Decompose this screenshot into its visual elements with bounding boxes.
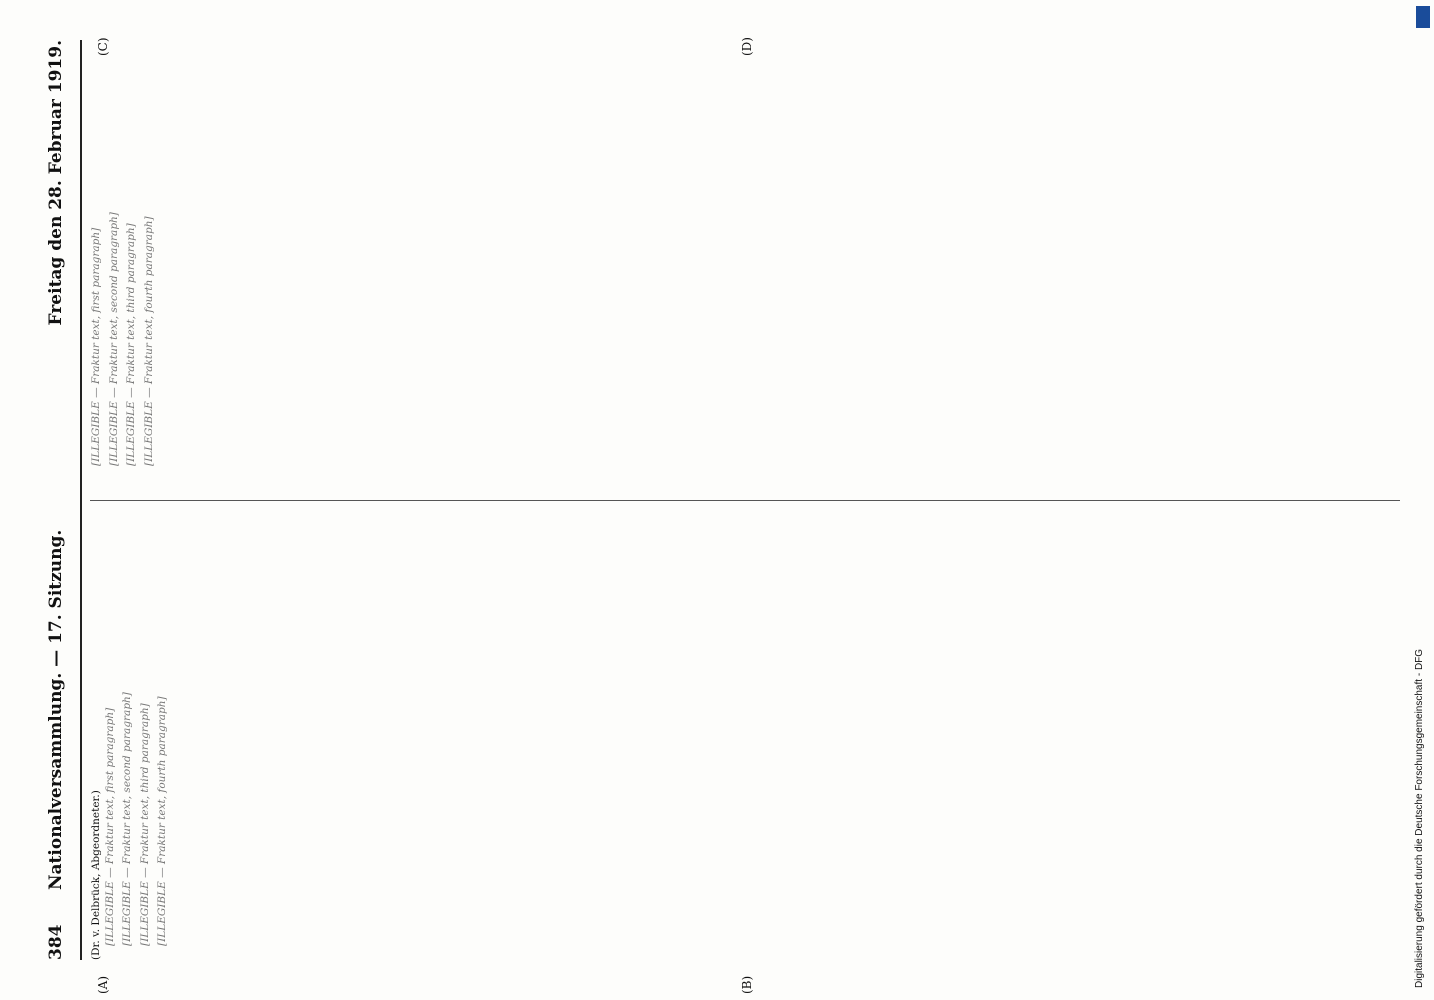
- rotated-page-content: [40, 37, 1410, 994]
- right-paragraph: [ILLEGIBLE — Fraktur text, first paragraph]: [90, 227, 102, 466]
- left-paragraph: [ILLEGIBLE — Fraktur text, first paragraph]: [103, 707, 116, 946]
- left-paragraph: [ILLEGIBLE — Fraktur text, fourth paragraph]: [156, 696, 169, 946]
- footer-note-text: Digitalisierung gefördert durch die Deutsche Forschungsgemeinschaft - DFG: [1414, 648, 1425, 988]
- header-right: Freitag den 28. Februar 1919.: [46, 40, 66, 326]
- left-paragraph: [ILLEGIBLE — Fraktur text, second paragraph]: [121, 692, 134, 946]
- right-paragraph: [ILLEGIBLE — Fraktur text, fourth paragraph]: [142, 216, 155, 466]
- left-column: [90, 520, 174, 960]
- digitization-note: [1414, 12, 1428, 988]
- margin-marker-b: (B): [740, 975, 754, 994]
- speaker-line: (Dr. v. Delbrück, Abgeordneter.): [90, 790, 102, 960]
- margin-marker-a: (A): [96, 975, 110, 994]
- right-paragraph: [ILLEGIBLE — Fraktur text, third paragraph]: [125, 223, 138, 466]
- column-divider: [90, 500, 1400, 501]
- left-paragraph: [ILLEGIBLE — Fraktur text, third paragraph]: [138, 703, 151, 946]
- right-column: [90, 40, 160, 480]
- dfg-logo-icon: [1416, 6, 1430, 28]
- margin-marker-c: (C): [96, 37, 110, 56]
- right-paragraph: [ILLEGIBLE — Fraktur text, second paragraph]: [107, 212, 120, 466]
- header-left: Nationalversammlung. — 17. Sitzung.: [46, 529, 66, 890]
- page-number: 384: [46, 924, 66, 960]
- margin-marker-d: (D): [740, 37, 754, 56]
- page-header: [40, 40, 82, 960]
